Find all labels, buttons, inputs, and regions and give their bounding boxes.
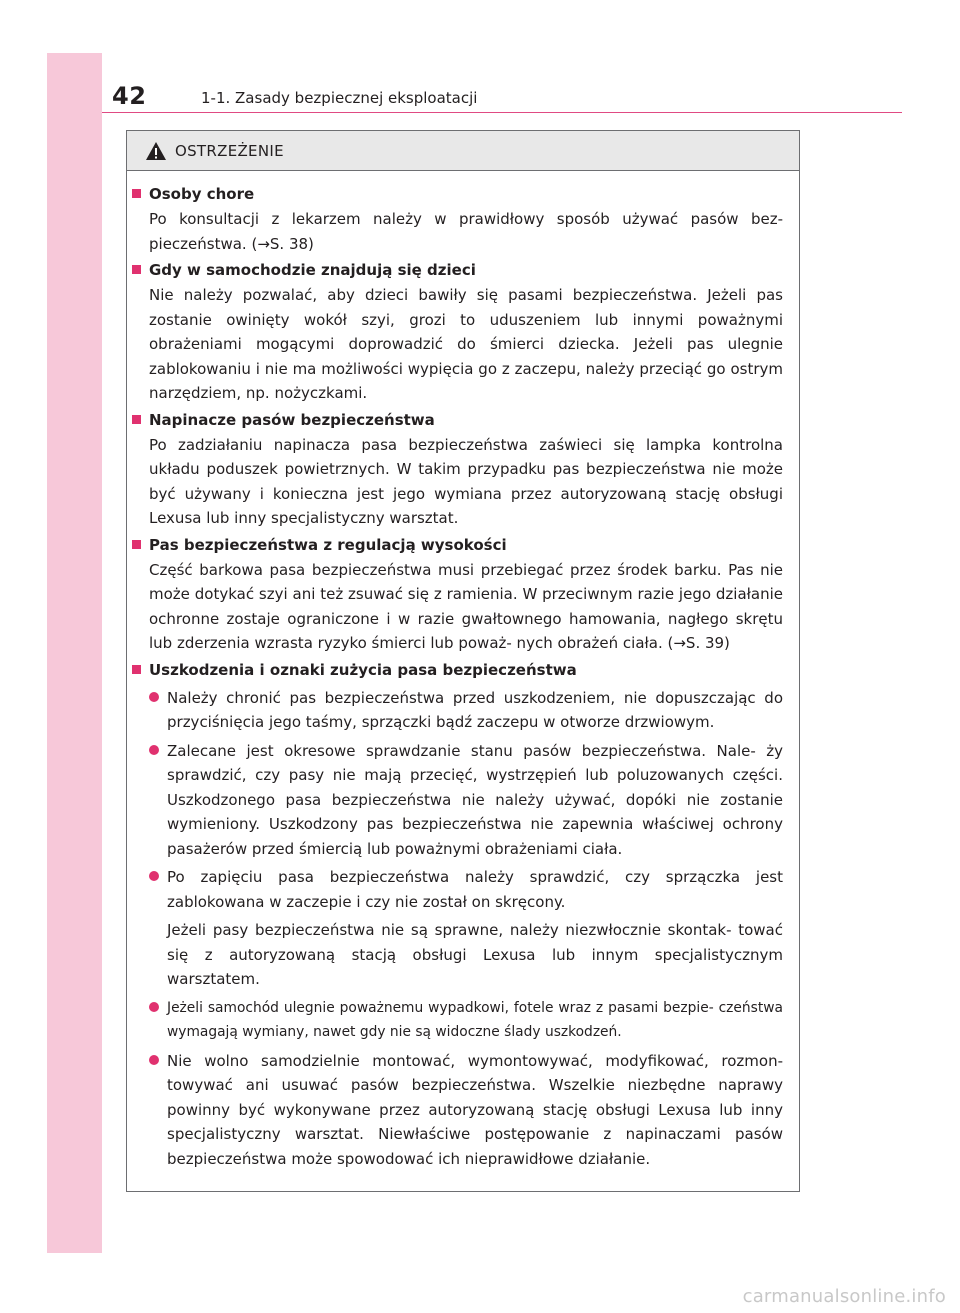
footer-watermark: carmanualsonline.info [742,1286,946,1307]
warning-body [127,171,799,1171]
bullet-paragraph: Należy chronić pas bezpieczeństwa przed uszkodzeniem, nie dopuszczając do przyciśnięcia jego taśmy, sprzączki bądź zaczepu w otworze drzwiowym. [167,688,783,731]
section-title: 1-1. Zasady bezpiecznej eksploatacji [201,89,478,107]
bullet-item [149,864,783,992]
round-bullet-icon [149,1055,159,1065]
bullet-paragraph: Jeżeli samochód ulegnie poważnemu wypadkowi, fotele wraz z pasami bezpie- czeństwa wymagają wymiany, nawet gdy nie są widoczne ślady uszkodzeń. [167,999,783,1040]
warning-box [126,130,800,1192]
round-bullet-icon [149,745,159,755]
bullet-text [167,738,783,862]
section-paragraph: Po zadziałaniu napinacza pasa bezpieczeństwa zaświeci się lampka kontrolna układu poduszek powietrznych. W takim przypadku pas bezpieczeństwa nie może być używany i konieczna jest jego wymiana przez autoryzowaną stację obsługi Lexusa lub inny specjalistyczny warsztat. [149,435,783,527]
warning-section [131,259,783,406]
section-title-text: Napinacze pasów bezpieczeństwa [149,410,435,429]
bullet-item [149,738,783,862]
page-number: 42 [112,82,147,110]
round-bullet-icon [149,692,159,702]
square-bullet-icon [132,540,141,549]
bullet-item [149,685,783,735]
section-heading [131,409,783,432]
round-bullet-icon [149,871,159,881]
warning-section [131,534,783,656]
bullet-text [167,1048,783,1172]
bullet-item [149,1048,783,1172]
section-paragraph: Nie należy pozwalać, aby dzieci bawiły się pasami bezpieczeństwa. Jeżeli pas zostanie owinięty wokół szyi, grozi to uduszeniem lub innymi poważnymi obrażeniami mogącymi doprowadzić do śmierci dziecka. Jeżeli pas ulegnie zablokowaniu i nie ma możliwości wypięcia go z zaczepu, należy przeciąć go ostrym narzędziem, np. nożyczkami. [149,286,783,402]
warning-section [131,659,783,1172]
warning-header [127,131,799,171]
square-bullet-icon [132,189,141,198]
square-bullet-icon [132,265,141,274]
bullet-paragraph: Zalecane jest okresowe sprawdzanie stanu pasów bezpieczeństwa. Nale- ży sprawdzić, czy pasy nie mają przecięć, wystrzępień lub poluzowanych części. Uszkodzonego pasa bezpieczeństwa nie należy używać, dopóki nie zostanie wymieniony. Uszkodzony pas bezpieczeństwa nie zapewnia właściwej ochrony pasażerów przed śmiercią lub poważnymi obrażeniami ciała. [167,741,783,858]
warning-triangle-icon [145,141,167,161]
bullet-text [167,995,783,1045]
section-heading [131,259,783,282]
bullet-text [167,685,783,735]
section-paragraph: Po konsultacji z lekarzem należy w prawidłowy sposób używać pasów bez- pieczeństwa. (→S. 38) [149,210,783,253]
section-title-text: Gdy w samochodzie znajdują się dzieci [149,261,476,279]
section-title-text: Pas bezpieczeństwa z regulacją wysokości [149,535,507,554]
bullet-item [149,995,783,1045]
bullet-paragraph: Po zapięciu pasa bezpieczeństwa należy sprawdzić, czy sprzączka jest zablokowana w zaczepie i czy nie został on skręcony. [167,868,783,911]
square-bullet-icon [132,665,141,674]
section-paragraph: Część barkowa pasa bezpieczeństwa musi przebiegać przez środek barku. Pas nie może dotykać szyi ani też zsuwać się z ramienia. W przeciwnym razie jego działanie ochronne zostaje ograniczone i w razie gwałtownego hamowania, nagłego skrętu lub zderzenia wzrasta ryzyko śmierci lub poważ- nych obrażeń ciała. (→S. 39) [149,560,783,652]
page-side-band [47,53,102,1253]
warning-section [131,409,783,531]
bullet-paragraph: Jeżeli pasy bezpieczeństwa nie są sprawne, należy niezwłocznie skontak- tować się z autoryzowaną stacją obsługi Lexusa lub innym specjalistycznym warsztatem. [167,921,783,988]
warning-section [131,183,783,256]
warning-label: OSTRZEŻENIE [175,141,284,160]
section-title-text: Osoby chore [149,185,255,203]
bullet-paragraph: Nie wolno samodzielnie montować, wymontowywać, modyfikować, rozmon- towywać ani usuwać pasów bezpieczeństwa. Wszelkie niezbędne naprawy powinny być wykonywane przez autoryzowaną stację obsługi Lexusa lub inny specjalistyczny warsztat. Niewłaściwe postępowanie z napinaczami pasów bezpieczeństwa może spowodować ich nieprawidłowe działanie. [167,1051,783,1168]
section-heading [131,534,783,557]
bullet-text [167,864,783,992]
round-bullet-icon [149,1002,159,1012]
section-heading [131,659,783,682]
header-rule [102,112,902,113]
square-bullet-icon [132,415,141,424]
section-title-text: Uszkodzenia i oznaki zużycia pasa bezpieczeństwa [149,660,577,679]
section-heading [131,183,783,206]
